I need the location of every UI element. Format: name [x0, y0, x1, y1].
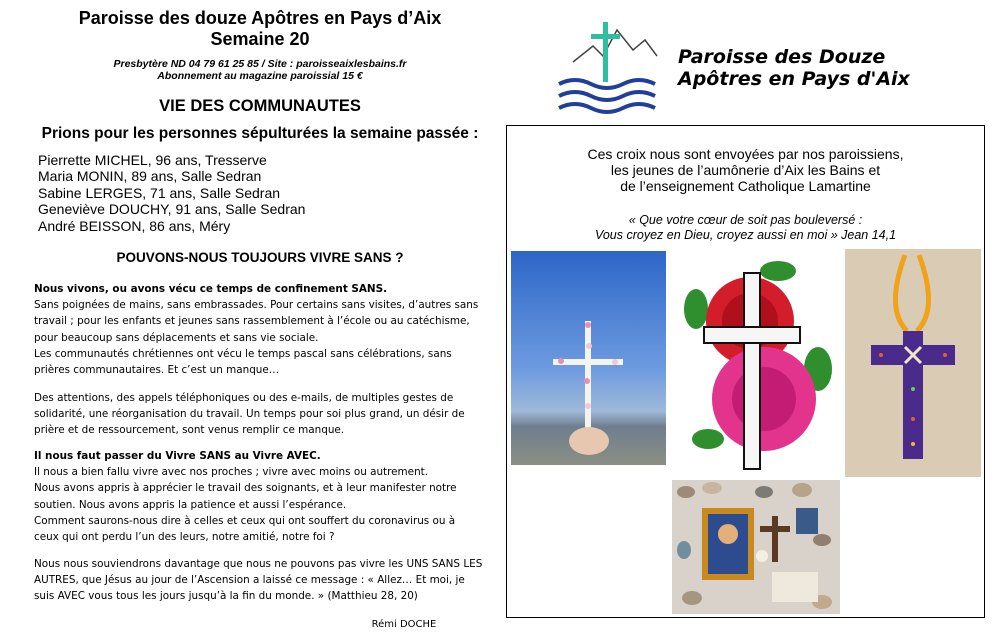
painted-cross-photo — [845, 249, 981, 477]
signature: Rémi DOCHE — [371, 619, 437, 630]
text-line: prière et de ressourcement, sont venus remplir ce manque. — [34, 424, 345, 437]
prayer-heading: Prions pour les personnes sépulturées la semaine passée : — [41, 125, 479, 142]
text-line: Sans poignées de mains, sans embrassades. Pour certains sans visites, d’autres sans — [34, 299, 479, 312]
quote-line: « Que votre cœur de soit pas bouleversé : — [628, 213, 863, 227]
list-item: Maria MONIN, 89 ans, Salle Sedran — [38, 168, 262, 185]
week-label: Semaine 20 — [210, 29, 310, 49]
caption-line: Ces croix nous sont envoyées par nos paroissiens, — [587, 146, 904, 162]
article-paragraph-3 — [34, 448, 484, 545]
article-paragraph-4 — [34, 556, 484, 605]
quote-line: Vous croyez en Dieu, croyez aussi en moi » Jean 14,1 — [594, 228, 897, 242]
flower-cross-photo — [511, 251, 666, 465]
text-line: ceux qui ont perdu l’un des leurs, notre amitié, notre foi ? — [34, 531, 335, 544]
text-line: soutien. Nous avons appris la patience et aussi l’espérance. — [34, 498, 347, 511]
text-line: travail ; pour les enfants et jeunes sans rassemblement à l’école ou au catéchisme, — [34, 315, 470, 328]
roses-cross-photo — [668, 249, 843, 477]
text-line: pour beaucoup sans déplacements et sans vie sociale. — [34, 331, 319, 344]
caption-line: les jeunes de l’aumônerie d’Aix les Bains et — [610, 162, 881, 178]
brand-line: Apôtres en Pays d'Aix — [678, 68, 910, 90]
bible-quote — [506, 213, 985, 243]
caption-line: de l’enseignement Catholique Lamartine — [620, 178, 871, 194]
text-line: suis AVEC vous tous les jours jusqu’à la fin du monde. » (Matthieu 28, 20) — [34, 590, 418, 603]
text-line: prières communautaires. Et c’est un manque… — [34, 364, 280, 377]
article-lead: Nous vivons, ou avons vécu ce temps de confinement SANS. — [34, 283, 388, 295]
deceased-list — [38, 152, 305, 234]
article-subheading: Il nous faut passer du Vivre SANS au Vivre AVEC. — [34, 450, 321, 462]
section-title: VIE DES COMMUNAUTES — [159, 97, 361, 115]
text-line: Nous nous souviendrons davantage que nous ne pouvons pas vivre les UNS SANS LES — [34, 558, 483, 570]
list-item: Pierrette MICHEL, 96 ans, Tresserve — [38, 152, 267, 168]
icon-stones-photo — [672, 480, 840, 614]
brand-line: Paroisse des Douze — [678, 46, 886, 68]
parish-title: Paroisse des douze Apôtres en Pays d’Aix — [78, 8, 442, 28]
list-item: André BEISSON, 86 ans, Méry — [38, 217, 231, 234]
article-title: POUVONS-NOUS TOUJOURS VIVRE SANS ? — [116, 250, 404, 265]
text-line: Nous avons appris à apprécier le travail des soignants, et à leur manifester notre — [34, 482, 457, 495]
text-line: solidarité, une réorganisation du travail. Un temps pour soi plus grand, un désir de — [34, 408, 465, 421]
article-paragraph-2 — [34, 390, 484, 439]
list-item: Sabine LERGES, 71 ans, Salle Sedran — [38, 184, 281, 201]
text-line: Les communautés chrétiennes ont vécu le temps pascal sans célébrations, sans — [34, 347, 452, 360]
subscription-line: Abonnement au magazine paroissial 15 € — [157, 70, 363, 82]
list-item: Geneviève DOUCHY, 91 ans, Salle Sedran — [38, 201, 306, 218]
text-line: Comment saurons-nous dire à celles et ceux qui ont souffert du coronavirus ou à — [34, 514, 456, 527]
parish-logo-icon — [555, 18, 675, 118]
text-line: AUTRES, que Jésus au jour de l’Ascension a laissé ce message : « Allez… Et moi, je — [34, 574, 465, 587]
contact-line: Presbytère ND 04 79 61 25 85 / Site : paroisseaixlesbains.fr — [113, 58, 407, 70]
text-line: Il nous a bien fallu vivre avec nos proches ; vivre avec moins ou autrement. — [34, 466, 429, 479]
text-line: Des attentions, des appels téléphoniques ou des e-mails, de multiples gestes de — [34, 392, 454, 404]
brand-name — [678, 46, 910, 90]
article-paragraph-1 — [34, 281, 484, 378]
crosses-caption — [506, 146, 985, 194]
